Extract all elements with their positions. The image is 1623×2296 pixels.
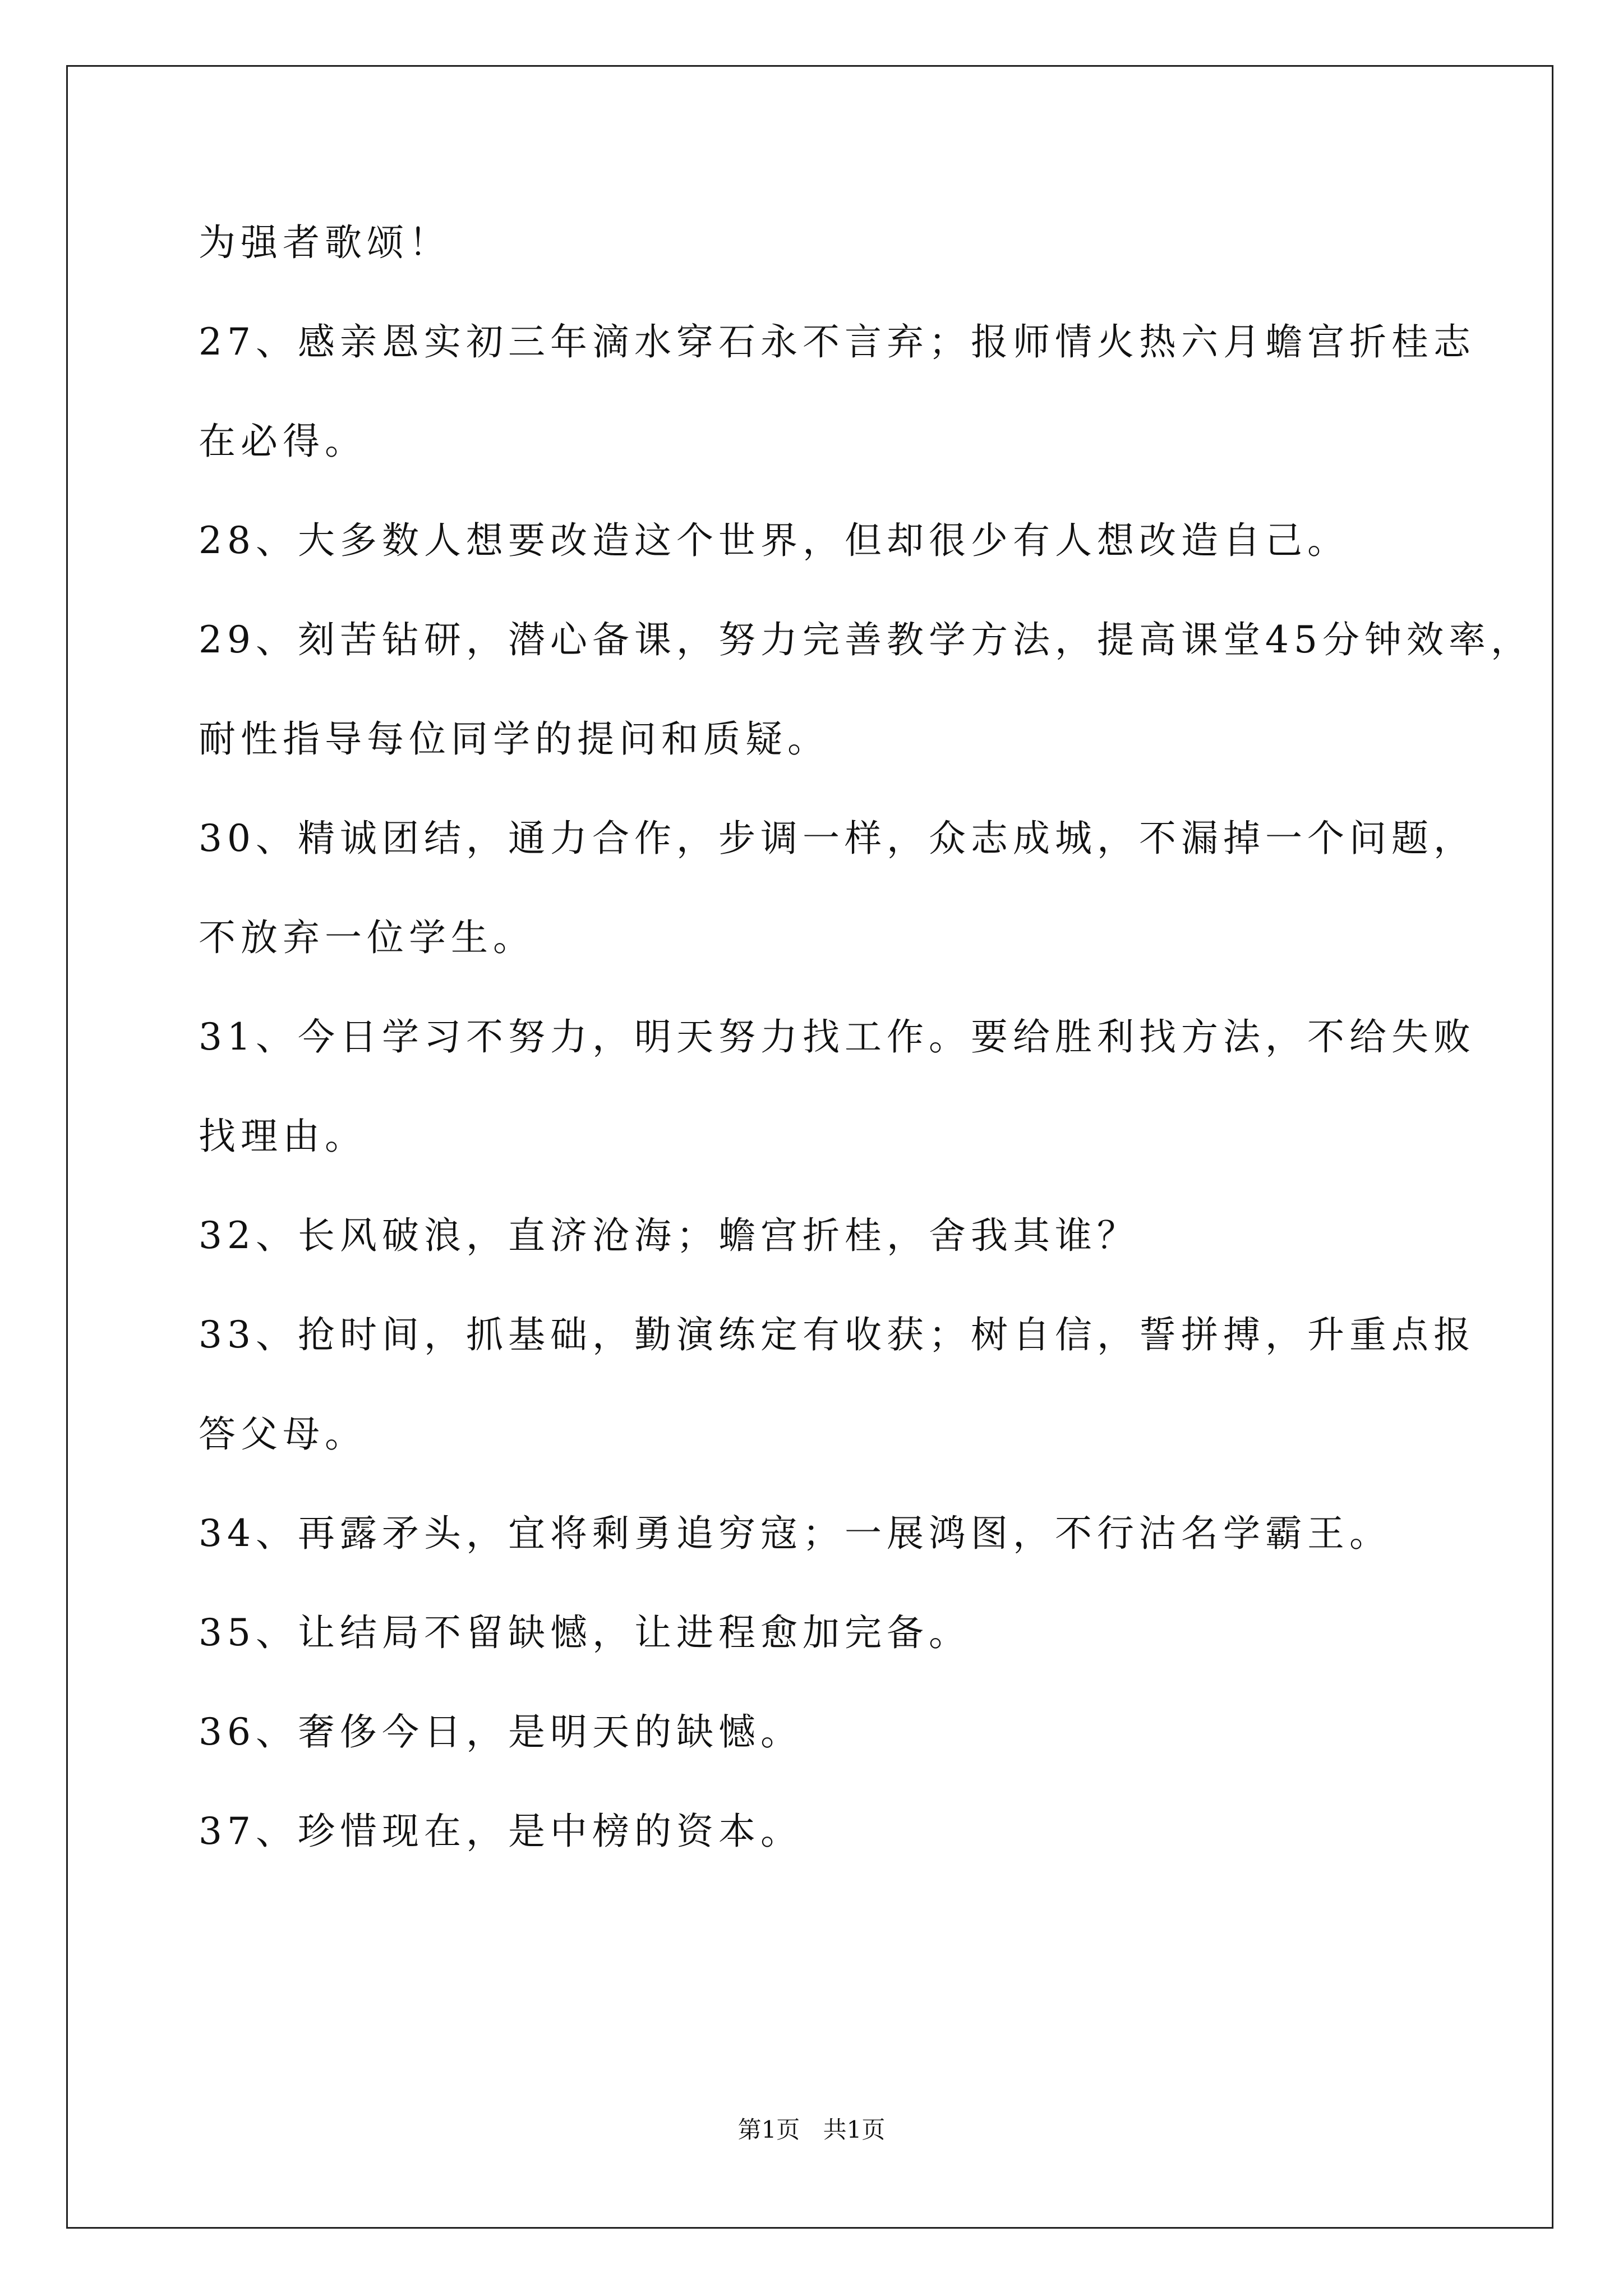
page-number: 第1页: [737, 2116, 800, 2143]
text-line: 答父母。: [199, 1412, 367, 1456]
text-line: 为强者歌颂！: [199, 221, 451, 264]
text-line: 找理由。: [199, 1115, 367, 1158]
text-line: 37、珍惜现在，是中榜的资本。: [199, 1810, 803, 1853]
page-total: 共1页: [823, 2116, 886, 2143]
text-line: 不放弃一位学生。: [199, 916, 535, 959]
text-line: 34、再露矛头，宜将剩勇追穷寇；一展鸿图，不行沽名学霸王。: [199, 1512, 1391, 1555]
text-line: 31、今日学习不努力，明天努力找工作。要给胜利找方法，不给失败: [199, 1015, 1476, 1059]
text-line: 耐性指导每位同学的提问和质疑。: [199, 717, 829, 761]
text-line: 在必得。: [199, 420, 367, 463]
text-line: 29、刻苦钻研，潜心备课，努力完善教学方法，提高课堂45分钟效率，: [199, 618, 1533, 661]
text-line: 27、感亲恩实初三年滴水穿石永不言弃；报师情火热六月蟾宫折桂志: [199, 320, 1476, 364]
text-line: 33、抢时间，抓基础，勤演练定有收获；树自信，誓拼搏，升重点报: [199, 1313, 1476, 1356]
text-line: 35、让结局不留缺憾，让进程愈加完备。: [199, 1611, 971, 1654]
text-line: 28、大多数人想要改造这个世界，但却很少有人想改造自己。: [199, 519, 1349, 562]
text-line: 30、精诚团结，通力合作，步调一样，众志成城，不漏掉一个问题，: [199, 817, 1476, 860]
page-footer: [0, 2118, 1623, 2142]
text-line: 32、长风破浪，直济沧海；蟾宫折桂，舍我其谁？: [199, 1214, 1139, 1257]
text-line: 36、奢侈今日，是明天的缺憾。: [199, 1710, 803, 1754]
